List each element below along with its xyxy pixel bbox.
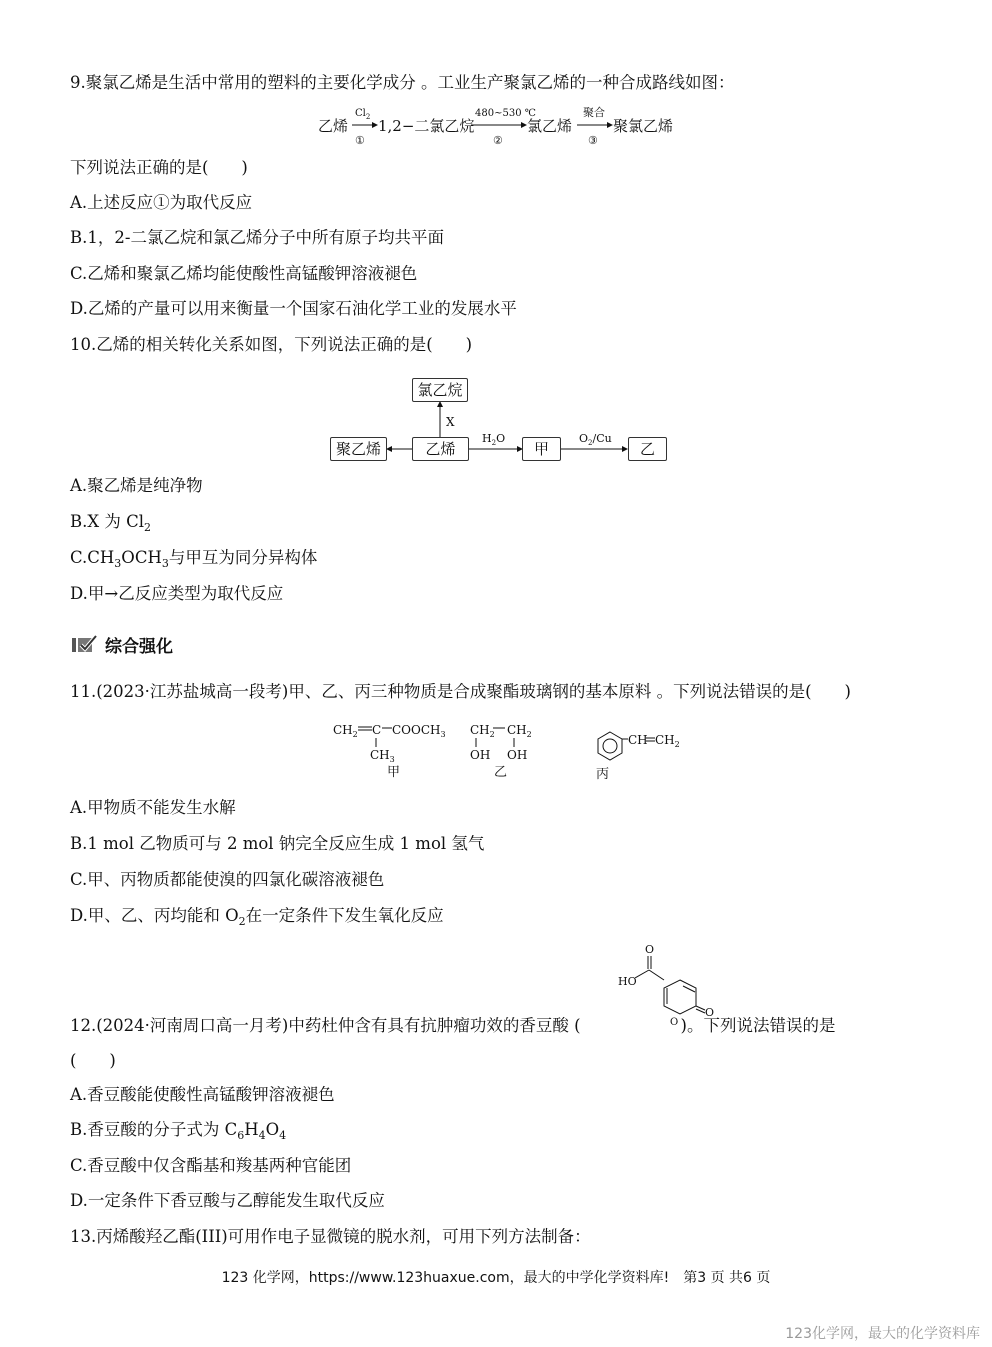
route-step-1: ① (355, 134, 365, 147)
q10-option-d: D.甲→乙反应类型为取代反应 (70, 584, 284, 603)
q9-prompt: 下列说法正确的是( ) (70, 158, 248, 177)
svg-text:O: O (705, 1006, 715, 1019)
box-yi: 乙 (628, 437, 667, 461)
q10-option-a: A.聚乙烯是纯净物 (70, 476, 203, 495)
box-jia: 甲 (522, 437, 561, 461)
q12-option-c: C.香豆酸中仅含酯基和羧基两种官能团 (70, 1156, 352, 1175)
q12-stem: 12.(2024·河南周口高一月考)中药杜仲含有具有抗肿瘤功效的香豆酸 ( )。下列说法错误的是 (70, 1016, 836, 1035)
reagent-h2o: $H_2O$ (482, 432, 506, 447)
page-footer: 123 化学网，https://www.123huaxue.com，最大的中学化学资料库! 第3 页 共6 页 (221, 1270, 771, 1286)
q9-stem: 9.聚氯乙烯是生活中常用的塑料的主要化学成分 。工业生产聚氯乙烯的一种合成路线如图： (70, 73, 735, 92)
check-list-icon (72, 634, 98, 656)
q12-option-d: D.一定条件下香豆酸与乙醇能发生取代反应 (70, 1191, 385, 1210)
q9-synthesis-route (315, 102, 715, 148)
structure-bing (596, 732, 680, 782)
svg-text:OH: OH (470, 748, 491, 762)
q9-option-b: B.1，2-二氯乙烷和氯乙烯分子中所有原子均共平面 (70, 228, 444, 247)
svg-text:CH2: $CH_2$ (655, 733, 680, 749)
section-title: 综合强化 (105, 637, 173, 657)
svg-text:O: O (645, 943, 655, 956)
svg-text:COOCH3: $COOCH_3$ (392, 723, 446, 739)
q10-stem: 10.乙烯的相关转化关系如图，下列说法正确的是( ) (70, 335, 473, 354)
route-pvc: 聚氯乙烯 (613, 117, 674, 135)
q12-option-b: B.香豆酸的分子式为 $C_6H_4O_4$ (70, 1120, 287, 1142)
box-polyethylene: 聚乙烯 (330, 437, 387, 461)
box-chloroethane: 氯乙烷 (412, 378, 468, 402)
route-reagent-1: $Cl_2$ (355, 108, 371, 121)
q11-option-a: A.甲物质不能发生水解 (70, 798, 236, 817)
q11-option-c: C.甲、丙物质都能使溴的四氯化碳溶液褪色 (70, 870, 385, 889)
reagent-o2-cu: $O_2/Cu$ (579, 432, 612, 447)
svg-text:CH2: $CH_2$ (507, 723, 532, 739)
q11-option-b: B.1 mol 乙物质可与 2 mol 钠完全反应生成 1 mol 氢气 (70, 834, 485, 853)
svg-text:CH: CH (628, 733, 648, 747)
q13-stem: 13.丙烯酸羟乙酯(III)可用作电子显微镜的脱水剂，可用下列方法制备： (70, 1227, 591, 1246)
svg-text:CH2: $CH_2$ (470, 723, 495, 739)
q11-structures (330, 716, 680, 782)
route-vinyl-chloride: 氯乙烯 (527, 117, 573, 135)
route-reagent-3: 聚合 (583, 106, 605, 119)
label-jia: 甲 (387, 765, 401, 780)
q9-option-a: A.上述反应①为取代反应 (70, 193, 253, 212)
q10-option-c: $C.CH_3OCH_3$与甲互为同分异构体 (70, 548, 318, 570)
structure-yi (470, 723, 532, 780)
label-yi: 乙 (494, 765, 508, 780)
svg-text:CH3: $CH_3$ (370, 748, 395, 764)
route-step-2: ② (493, 134, 503, 147)
box-ethylene: 乙烯 (412, 437, 469, 461)
svg-text:C: C (372, 723, 382, 737)
watermark: 123化学网，最大的化学资料库 (785, 1326, 980, 1342)
label-bing: 丙 (596, 767, 610, 782)
q12-paren: ( ) (70, 1051, 116, 1070)
q9-option-d: D.乙烯的产量可以用来衡量一个国家石油化学工业的发展水平 (70, 299, 517, 318)
route-reagent-2: 480~530 ℃ (475, 108, 536, 119)
q11-option-d: D.甲、乙、丙均能和 $O_2$在一定条件下发生氧化反应 (70, 906, 444, 928)
svg-text:HO: HO (618, 975, 637, 988)
route-step-3: ③ (588, 134, 598, 147)
route-dichloroethane: 1,2−二氯乙烷 (378, 117, 475, 135)
svg-text:CH2: $CH_2$ (333, 723, 358, 739)
structure-jia (333, 723, 446, 780)
svg-text:OH: OH (507, 748, 528, 762)
route-ethylene: 乙烯 (318, 117, 349, 135)
reagent-x: X (446, 415, 455, 429)
svg-text:O: O (670, 1017, 679, 1028)
q10-option-b: B.X 为 $Cl_2$ (70, 512, 152, 534)
q12-option-a: A.香豆酸能使酸性高锰酸钾溶液褪色 (70, 1085, 335, 1104)
q11-stem: 11.(2023·江苏盐城高一段考)甲、乙、丙三种物质是合成聚酯玻璃钢的基本原料 。下列说法错误的是( ) (70, 682, 851, 701)
q9-option-c: C.乙烯和聚氯乙烯均能使酸性高锰酸钾溶液褪色 (70, 264, 418, 283)
